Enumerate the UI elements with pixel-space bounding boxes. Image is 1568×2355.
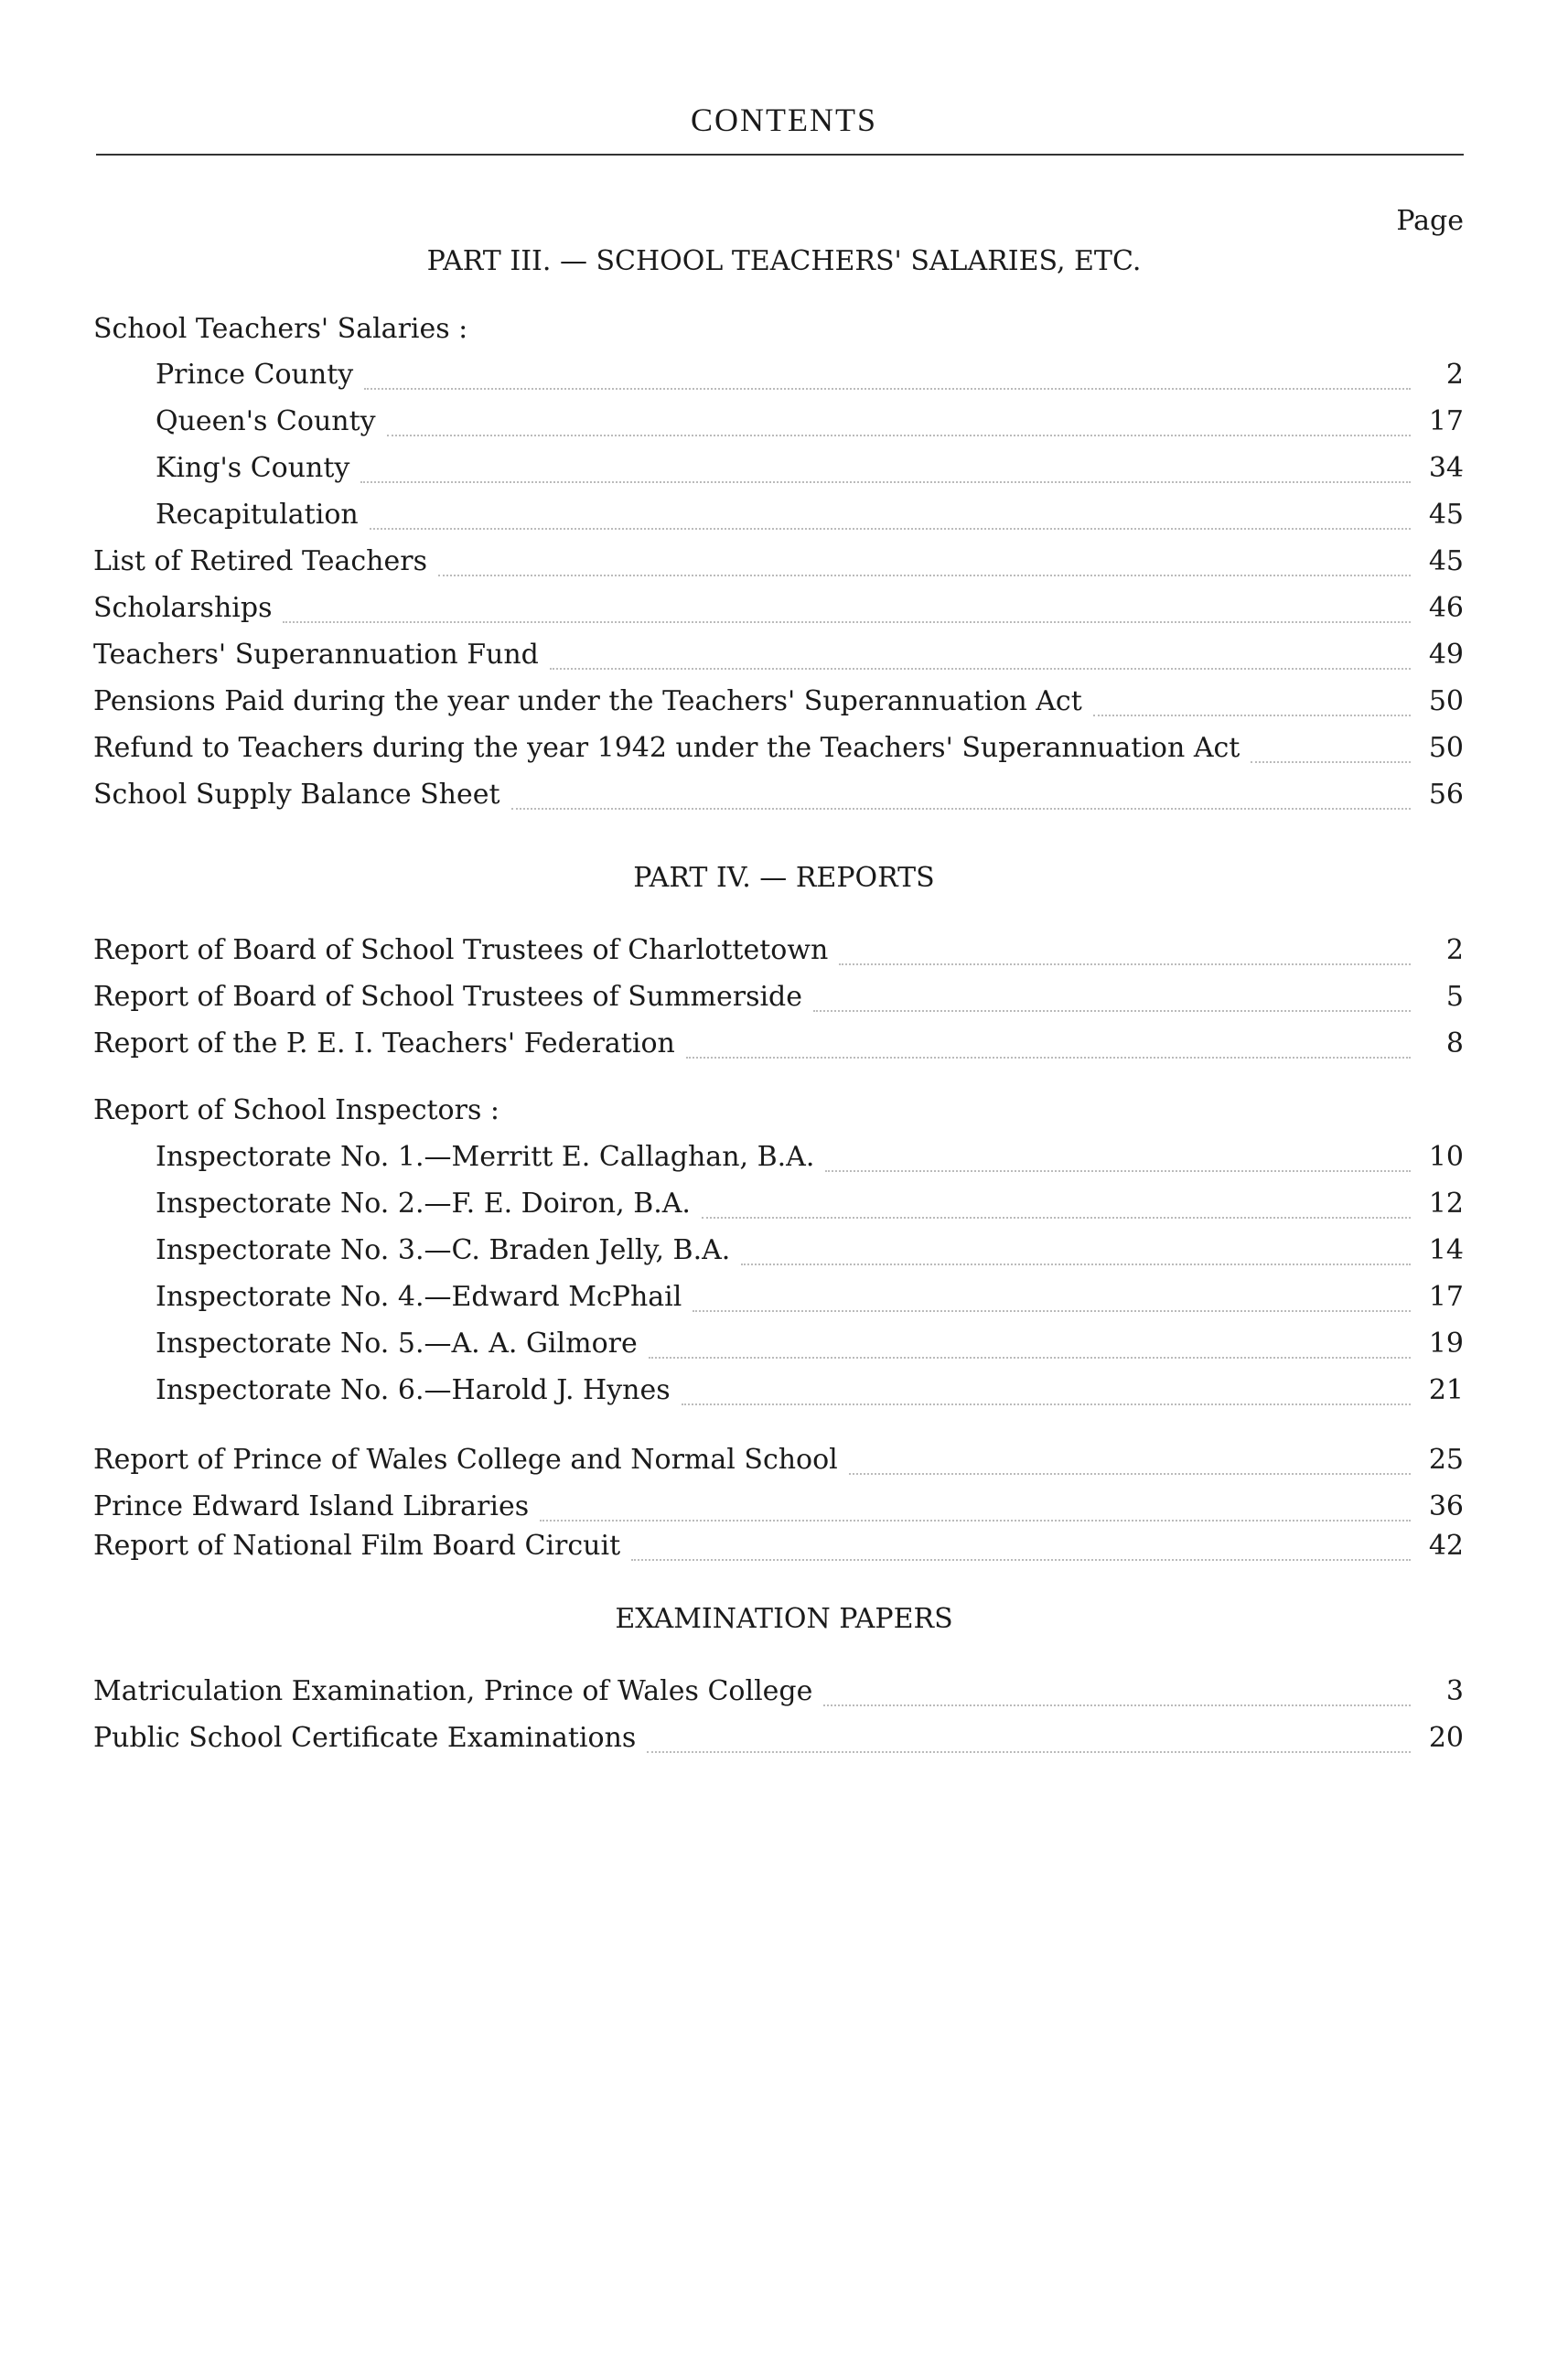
toc-entry-label: Inspectorate No. 1.—Merritt E. Callaghan, B.A. (156, 1141, 815, 1173)
toc-entry-page: 25 (1428, 1444, 1464, 1476)
toc-entry (93, 934, 1464, 974)
exams-heading: EXAMINATION PAPERS (615, 1603, 953, 1635)
toc-entry-label: School Supply Balance Sheet (93, 779, 500, 811)
dot-leader (1251, 760, 1411, 763)
toc-entry (156, 1188, 1464, 1228)
dot-leader (550, 667, 1411, 670)
dot-leader (283, 620, 1411, 623)
toc-entry (93, 1444, 1464, 1484)
dot-leader (438, 574, 1411, 576)
toc-entry-page: 3 (1445, 1675, 1464, 1707)
dot-leader (360, 480, 1411, 483)
dot-leader (702, 1216, 1411, 1219)
dot-leader (370, 527, 1411, 530)
toc-entry-page: 49 (1428, 639, 1464, 671)
toc-entry (156, 405, 1464, 446)
toc-entry-label: List of Retired Teachers (93, 545, 427, 577)
toc-entry-page: 8 (1445, 1027, 1464, 1059)
toc-entry-label: Inspectorate No. 3.—C. Braden Jelly, B.A. (156, 1234, 731, 1266)
toc-entry-page: 19 (1428, 1328, 1464, 1360)
toc-entry (156, 1281, 1464, 1321)
toc-entry-page: 17 (1428, 405, 1464, 437)
dot-leader (387, 434, 1411, 436)
toc-entry (156, 1234, 1464, 1274)
toc-entry (156, 1374, 1464, 1414)
toc-entry-label: Prince Edward Island Libraries (93, 1490, 530, 1522)
salaries-group-label: School Teachers' Salaries : (93, 313, 468, 345)
toc-entry (156, 1141, 1464, 1181)
toc-entry-page: 17 (1428, 1281, 1464, 1313)
part3-heading: PART III. — SCHOOL TEACHERS' SALARIES, ETC. (426, 245, 1142, 277)
toc-entry (93, 1530, 1464, 1570)
toc-entry (93, 685, 1464, 726)
dot-leader (649, 1356, 1411, 1359)
toc-entry (93, 981, 1464, 1021)
toc-entry-page: 50 (1428, 732, 1464, 764)
toc-entry-label: Report of Board of School Trustees of Summerside (93, 981, 803, 1013)
toc-entry (93, 1027, 1464, 1068)
page-title: CONTENTS (691, 102, 877, 138)
toc-entry-label: Inspectorate No. 2.—F. E. Doiron, B.A. (156, 1188, 691, 1220)
page-column-label: Page (1396, 205, 1464, 237)
toc-entry-label: Report of Prince of Wales College and Normal School (93, 1444, 838, 1476)
toc-entry-page: 36 (1428, 1490, 1464, 1522)
dot-leader (631, 1558, 1411, 1561)
toc-entry-page: 12 (1428, 1188, 1464, 1220)
toc-entry-page: 2 (1445, 359, 1464, 391)
dot-leader (823, 1704, 1411, 1706)
toc-entry-label: Matriculation Examination, Prince of Wales College (93, 1675, 813, 1707)
dot-leader (741, 1263, 1411, 1265)
toc-entry-label: Queen's County (156, 405, 376, 437)
toc-entry-label: Scholarships (93, 592, 273, 624)
toc-entry-page: 10 (1428, 1141, 1464, 1173)
toc-entry-page: 50 (1428, 685, 1464, 717)
toc-entry-page: 20 (1428, 1722, 1464, 1754)
toc-entry (93, 639, 1464, 679)
toc-entry-label: Report of National Film Board Circuit (93, 1530, 621, 1562)
toc-entry (93, 732, 1464, 772)
toc-entry (93, 545, 1464, 586)
toc-entry-page: 46 (1428, 592, 1464, 624)
toc-entry (93, 1722, 1464, 1762)
dot-leader (1093, 714, 1411, 716)
inspectors-group-label: Report of School Inspectors : (93, 1094, 499, 1126)
dot-leader (686, 1056, 1411, 1059)
toc-entry-label: Teachers' Superannuation Fund (93, 639, 539, 671)
toc-entry-label: Prince County (156, 359, 354, 391)
toc-entry (156, 1328, 1464, 1368)
toc-entry-page: 14 (1428, 1234, 1464, 1266)
toc-entry-page: 56 (1428, 779, 1464, 811)
dot-leader (511, 807, 1411, 810)
toc-entry-page: 2 (1445, 934, 1464, 966)
dot-leader (540, 1519, 1411, 1522)
toc-entry-page: 45 (1428, 499, 1464, 531)
toc-entry (156, 359, 1464, 399)
dot-leader (647, 1750, 1411, 1753)
toc-entry-label: Report of Board of School Trustees of Charlottetown (93, 934, 829, 966)
toc-entry (156, 452, 1464, 492)
toc-entry-page: 5 (1445, 981, 1464, 1013)
toc-entry-label: Pensions Paid during the year under the Teachers' Superannuation Act (93, 685, 1082, 717)
dot-leader (839, 962, 1411, 965)
toc-entry (93, 779, 1464, 819)
dot-leader (849, 1472, 1411, 1475)
toc-entry-label: Inspectorate No. 5.—A. A. Gilmore (156, 1328, 638, 1360)
toc-entry-label: Inspectorate No. 4.—Edward McPhail (156, 1281, 682, 1313)
dot-leader (693, 1309, 1411, 1312)
toc-entry-label: Report of the P. E. I. Teachers' Federation (93, 1027, 675, 1059)
toc-entry-page: 34 (1428, 452, 1464, 484)
dot-leader (682, 1403, 1411, 1405)
toc-entry-label: King's County (156, 452, 350, 484)
toc-entry (93, 592, 1464, 632)
toc-entry (156, 499, 1464, 539)
toc-entry-label: Public School Certificate Examinations (93, 1722, 637, 1754)
toc-entry-label: Recapitulation (156, 499, 359, 531)
title-rule (96, 154, 1464, 156)
dot-leader (364, 387, 1411, 390)
toc-entry-page: 42 (1428, 1530, 1464, 1562)
toc-entry (93, 1490, 1464, 1531)
part4-heading: PART IV. — REPORTS (633, 862, 935, 894)
toc-entry-page: 21 (1428, 1374, 1464, 1406)
toc-entry-label: Refund to Teachers during the year 1942 under the Teachers' Superannuation Act (93, 732, 1240, 764)
toc-entry-label: Inspectorate No. 6.—Harold J. Hynes (156, 1374, 671, 1406)
dot-leader (825, 1169, 1411, 1172)
toc-entry (93, 1675, 1464, 1715)
dot-leader (813, 1009, 1411, 1012)
toc-entry-page: 45 (1428, 545, 1464, 577)
